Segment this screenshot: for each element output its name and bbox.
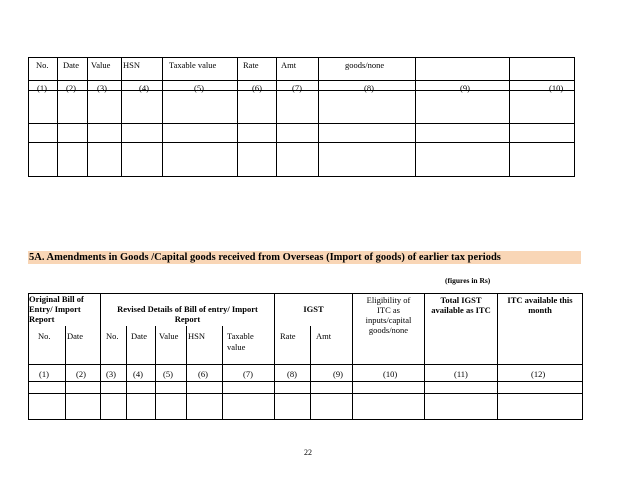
t1-colnum-5: (5) (194, 83, 204, 93)
t2-eligibility-line-2: ITC as (377, 305, 400, 315)
t2-eligibility-line-4: goods/none (368, 325, 409, 335)
t2-original-line-2: Entry/ Import (29, 304, 81, 314)
t1-header-hsn: HSN (123, 60, 141, 70)
t2-sub-date-1: Date (67, 331, 84, 341)
t1-header-value: Value (91, 60, 111, 70)
t2-original-line-1: Original Bill of (29, 294, 84, 304)
t2-eligibility-line-1: Eligibility of (366, 295, 411, 305)
t2-colnum-6: (6) (198, 369, 208, 379)
t2-colnum-4: (4) (133, 369, 143, 379)
t1-colnum-7: (7) (292, 83, 302, 93)
t1-header-date: Date (63, 60, 80, 70)
t2-colnum-1: (1) (39, 369, 49, 379)
t2-sub-taxable: Taxable (227, 331, 254, 341)
t2-itc-available-line-2: month (528, 305, 552, 315)
t2-revised-line-2: Report (174, 314, 201, 324)
t1-header-rate: Rate (243, 60, 259, 70)
t2-sub-value: Value (159, 331, 179, 341)
t1-header-no: No. (36, 60, 49, 70)
t2-original-line-3: Report (29, 314, 55, 324)
t2-colnum-2: (2) (76, 369, 86, 379)
section-5a-title: 5A. Amendments in Goods /Capital goods received from Overseas (Import of goods) of earlier tax periods (29, 252, 501, 263)
t2-colnum-10: (10) (383, 369, 398, 379)
t2-itc-available-line-1: ITC available this (507, 295, 573, 305)
t1-header-goods-none: goods/none (345, 60, 385, 70)
t1-colnum-9: (9) (460, 83, 470, 93)
t2-colnum-11: (11) (454, 369, 468, 379)
t1-colnum-2: (2) (66, 83, 76, 93)
t2-colnum-9: (9) (333, 369, 343, 379)
t2-total-igst-line-2: available as ITC (431, 305, 491, 315)
t2-sub-rate: Rate (280, 331, 296, 341)
t2-sub-no-1: No. (38, 331, 51, 341)
t2-sub-amt: Amt (316, 331, 332, 341)
t2-sub-hsn: HSN (188, 331, 206, 341)
t1-colnum-4: (4) (139, 83, 149, 93)
page-number: 22 (304, 448, 312, 457)
figures-note: (figures in Rs) (445, 276, 491, 285)
t1-header-amt: Amt (281, 60, 297, 70)
t2-colnum-8: (8) (287, 369, 297, 379)
t2-colnum-7: (7) (243, 369, 253, 379)
t1-colnum-10: (10) (549, 83, 564, 93)
t2-colnum-5: (5) (163, 369, 173, 379)
t2-colnum-3: (3) (106, 369, 116, 379)
t2-sub-no-2: No. (106, 331, 119, 341)
t2-sub-date-2: Date (131, 331, 148, 341)
t1-colnum-8: (8) (364, 83, 374, 93)
t2-sub-value-2: value (227, 342, 246, 352)
t1-colnum-6: (6) (252, 83, 262, 93)
t2-total-igst-line-1: Total IGST (440, 295, 482, 305)
t2-eligibility-line-3: inputs/capital (365, 315, 412, 325)
t2-colnum-12: (12) (531, 369, 546, 379)
t1-header-taxable-value: Taxable value (169, 60, 217, 70)
t1-colnum-3: (3) (97, 83, 107, 93)
t2-revised-line-1: Revised Details of Bill of entry/ Import (117, 304, 258, 314)
t1-colnum-1: (1) (37, 83, 47, 93)
t2-igst-header: IGST (303, 304, 324, 314)
